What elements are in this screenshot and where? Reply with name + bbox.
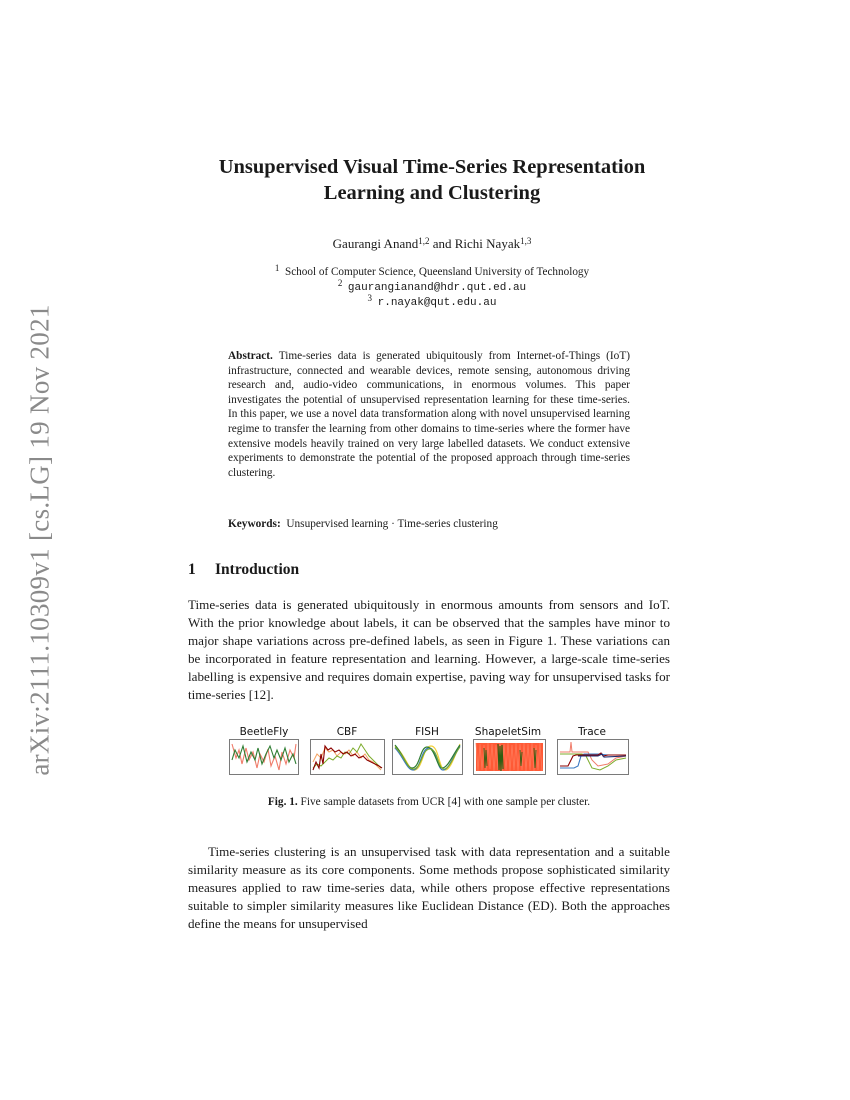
intro-paragraph-1 bbox=[188, 596, 670, 705]
caption-label: Fig. 1. bbox=[267, 796, 298, 808]
keywords-label: Keywords: bbox=[228, 518, 281, 530]
author-conjunction: and bbox=[432, 236, 452, 251]
author-list bbox=[150, 236, 714, 252]
title-line-2: Learning and Clustering bbox=[323, 182, 541, 204]
panel-label-fish: FISH bbox=[415, 726, 439, 738]
plot-beetlefly bbox=[229, 739, 299, 775]
plot-shapeletsim bbox=[473, 739, 546, 775]
title-line-1: Unsupervised Visual Time-Series Representation bbox=[218, 156, 646, 178]
section-heading-introduction bbox=[188, 561, 299, 579]
abstract-block bbox=[228, 349, 630, 480]
section-title: Introduction bbox=[215, 561, 300, 578]
panel-label-beetlefly: BeetleFly bbox=[239, 726, 289, 738]
email-link[interactable]: r.nayak@qut.edu.au bbox=[377, 297, 497, 309]
author-affil-mark: 1,3 bbox=[520, 236, 532, 246]
trace-series-chart bbox=[558, 740, 628, 774]
fish-series-chart bbox=[393, 740, 462, 774]
paragraph-text: Time-series clustering is an unsupervised task with data representation and a suitable similarity measure as its core components. Some methods propose sophisticated similarity measures applied to raw time-series data, while others propose effective representations suitable to simpler similarity measures like Euclidean Distance (ED). Both the approaches define the means for unsupervised bbox=[188, 844, 670, 932]
author-affil-mark: 1,2 bbox=[418, 236, 430, 246]
author-name: Gaurangi Anand bbox=[332, 236, 419, 251]
affiliation-line bbox=[150, 265, 714, 279]
caption-text: Five sample datasets from UCR [4] with one sample per cluster. bbox=[300, 796, 591, 808]
paragraph-text: Time-series data is generated ubiquitously in enormous amounts from sensors and IoT. With the prior knowledge about labels, it can be observed that the samples have minor to major shape variations across pre-defined labels, as seen in Figure 1. These variations can be incorporated in feature representation and learning. However, a large-scale time-series labelling is expensive and requires domain expertise, paving way for unsupervised tasks for time-series [12]. bbox=[188, 597, 670, 703]
email-line bbox=[150, 295, 714, 310]
keywords-line bbox=[228, 518, 630, 530]
panel-label-shapeletsim: ShapeletSim bbox=[474, 726, 542, 738]
affiliation-mark: 2 bbox=[337, 278, 343, 288]
author-name: Richi Nayak bbox=[454, 236, 521, 251]
panel-label-cbf: CBF bbox=[336, 726, 358, 738]
affiliation-mark: 3 bbox=[367, 293, 373, 303]
paper-title bbox=[150, 154, 714, 206]
cbf-series-chart bbox=[311, 740, 384, 774]
abstract-label: Abstract. bbox=[228, 350, 273, 362]
plot-cbf bbox=[310, 739, 385, 775]
intro-paragraph-2 bbox=[188, 843, 670, 933]
beetlefly-series-chart bbox=[230, 740, 298, 774]
figure-1-caption bbox=[228, 796, 630, 808]
panel-label-trace: Trace bbox=[578, 726, 606, 738]
plot-trace bbox=[557, 739, 629, 775]
arxiv-identifier-text: arXiv:2111.10309v1 [cs.LG] 19 Nov 2021 bbox=[24, 304, 55, 776]
email-line bbox=[150, 280, 714, 295]
shapeletsim-series-chart bbox=[474, 740, 545, 774]
affiliation-text: School of Computer Science, Queensland University of Technology bbox=[284, 266, 590, 278]
abstract-text: Time-series data is generated ubiquitously from Internet-of-Things (IoT) infrastructure, connected and wearable devices, remote sensing, autonomous driving research and, audio-video communications, in enormous volumes. This paper investigates the potential of unsupervised representation learning for these time-series. In this paper, we use a novel data transformation along with novel unsupervised learning regime to transfer the learning from other domains to time-series where the former have extensive models heavily trained on very large labelled datasets. We conduct extensive experiments to demonstrate the potential of the proposed approach through time-series clustering. bbox=[228, 350, 630, 479]
email-link[interactable]: gaurangianand@hdr.qut.ed.au bbox=[347, 282, 527, 294]
affiliation-mark: 1 bbox=[274, 263, 280, 273]
keywords-text: Unsupervised learning · Time-series clustering bbox=[286, 518, 498, 530]
arxiv-identifier-stamp bbox=[10, 290, 70, 790]
section-number: 1 bbox=[188, 561, 196, 578]
plot-fish bbox=[392, 739, 463, 775]
